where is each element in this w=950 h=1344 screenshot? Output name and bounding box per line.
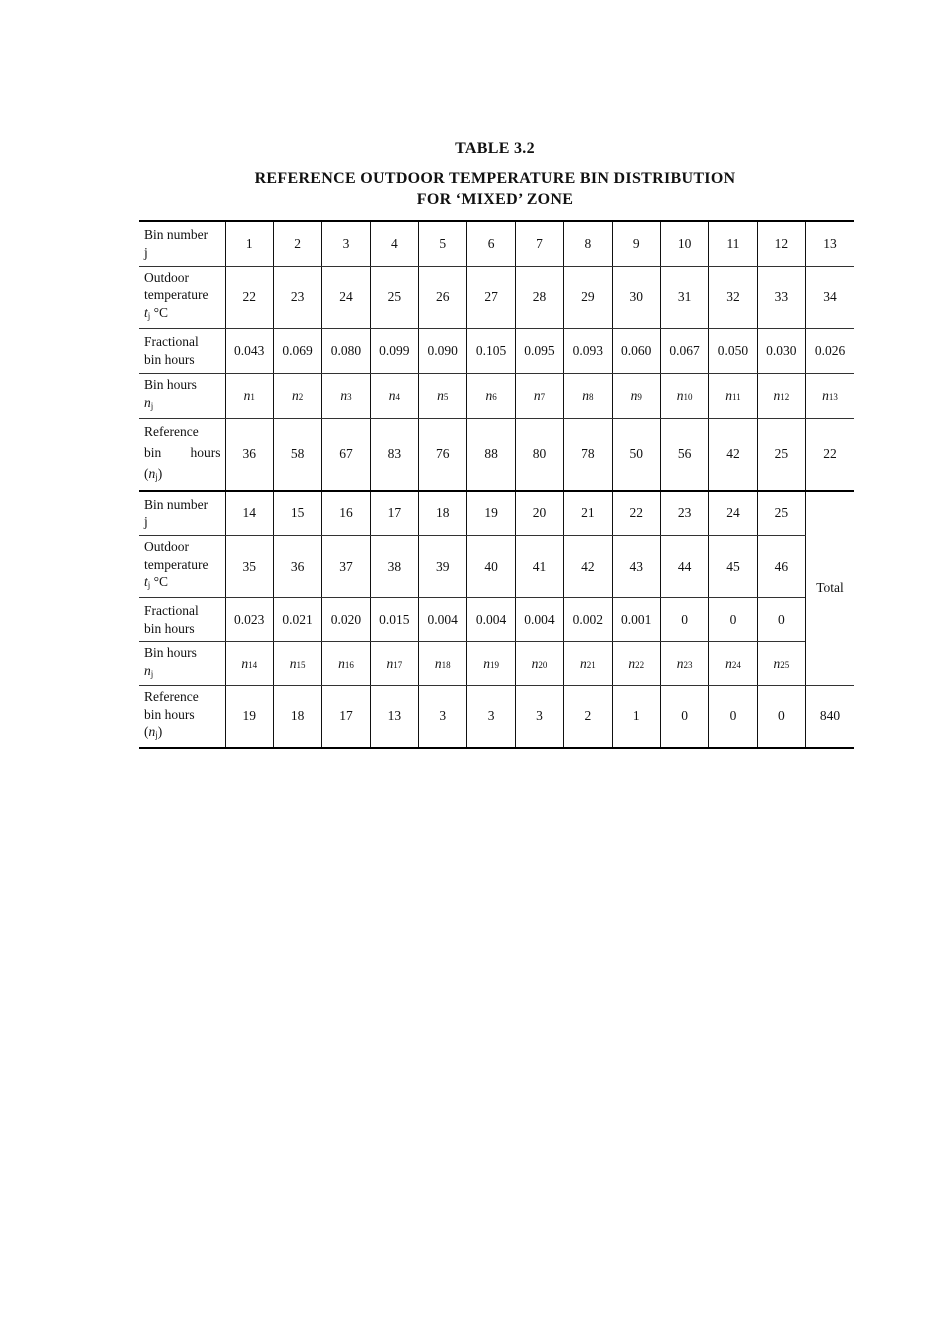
- fractional-bin-hours-cell: 0.026: [806, 328, 855, 373]
- outdoor-temperature-cell: 38: [370, 536, 418, 598]
- bin-number-cell: 22: [612, 491, 660, 536]
- bin-number-cell: 10: [660, 221, 708, 266]
- outdoor-temperature-cell: 34: [806, 266, 855, 328]
- bin-hours-symbol-cell: n10: [660, 373, 708, 418]
- reference-bin-hours-cell: 36: [225, 418, 273, 491]
- reference-bin-hours-cell: 56: [660, 418, 708, 491]
- reference-bin-hours-label: Reference bin hours $(n_j)$: [139, 418, 225, 491]
- outdoor-temperature-cell: 28: [515, 266, 563, 328]
- fractional-bin-hours-cell: 0.050: [709, 328, 757, 373]
- fractional-bin-hours-label: Fractional bin hours: [139, 328, 225, 373]
- bin-hours-symbol-cell: n14: [225, 642, 273, 686]
- fractional-bin-hours-cell: 0.015: [370, 598, 418, 642]
- fractional-bin-hours-cell: 0.023: [225, 598, 273, 642]
- fractional-bin-hours-cell: 0.090: [419, 328, 467, 373]
- reference-bin-hours-cell: 83: [370, 418, 418, 491]
- bin-hours-label: Bin hours $n_j$: [139, 642, 225, 686]
- bin-distribution-table: [139, 220, 854, 749]
- table-title-line-1: REFERENCE OUTDOOR TEMPERATURE BIN DISTRIBUTION: [254, 170, 736, 187]
- fractional-bin-hours-cell: 0.069: [273, 328, 321, 373]
- bin-number-cell: 23: [660, 491, 708, 536]
- outdoor-temperature-cell: 31: [660, 266, 708, 328]
- block1-bin-hours-row: [139, 373, 854, 418]
- bin-number-cell: 1: [225, 221, 273, 266]
- outdoor-temperature-cell: 45: [709, 536, 757, 598]
- reference-bin-hours-cell: 17: [322, 686, 370, 748]
- outdoor-temperature-cell: 43: [612, 536, 660, 598]
- bin-number-cell: 21: [564, 491, 612, 536]
- block2-reference-row: [139, 686, 854, 748]
- outdoor-temperature-cell: 29: [564, 266, 612, 328]
- bin-hours-symbol-cell: n18: [419, 642, 467, 686]
- outdoor-temperature-cell: 44: [660, 536, 708, 598]
- bin-number-cell: 16: [322, 491, 370, 536]
- fractional-bin-hours-cell: 0.004: [419, 598, 467, 642]
- outdoor-temperature-cell: 35: [225, 536, 273, 598]
- fractional-bin-hours-cell: 0.021: [273, 598, 321, 642]
- bin-hours-symbol-cell: n2: [273, 373, 321, 418]
- bin-number-cell: 11: [709, 221, 757, 266]
- bin-hours-symbol-cell: n5: [419, 373, 467, 418]
- reference-bin-hours-cell: 3: [515, 686, 563, 748]
- reference-bin-hours-cell: 80: [515, 418, 563, 491]
- reference-bin-hours-cell: 13: [370, 686, 418, 748]
- bin-hours-symbol-cell: n23: [660, 642, 708, 686]
- bin-hours-symbol-cell: n1: [225, 373, 273, 418]
- total-reference-bin-hours-cell: 840: [806, 686, 855, 748]
- bin-number-label: Bin number j: [139, 491, 225, 536]
- bin-number-cell: 18: [419, 491, 467, 536]
- table-number: TABLE 3.2: [455, 140, 535, 157]
- bin-hours-symbol-cell: n4: [370, 373, 418, 418]
- reference-bin-hours-cell: 58: [273, 418, 321, 491]
- reference-bin-hours-cell: 18: [273, 686, 321, 748]
- bin-hours-symbol-cell: n15: [273, 642, 321, 686]
- bin-hours-symbol-cell: n8: [564, 373, 612, 418]
- outdoor-temperature-cell: 25: [370, 266, 418, 328]
- outdoor-temperature-cell: 22: [225, 266, 273, 328]
- bin-number-cell: 13: [806, 221, 855, 266]
- outdoor-temperature-cell: 30: [612, 266, 660, 328]
- fractional-bin-hours-cell: 0.093: [564, 328, 612, 373]
- block1-bin-number-row: [139, 221, 854, 266]
- block2-bin-number-row: [139, 491, 854, 536]
- bin-hours-label: Bin hours $n_j$: [139, 373, 225, 418]
- reference-bin-hours-cell: 67: [322, 418, 370, 491]
- outdoor-temperature-cell: 24: [322, 266, 370, 328]
- bin-hours-symbol-cell: n19: [467, 642, 515, 686]
- outdoor-temperature-cell: 41: [515, 536, 563, 598]
- outdoor-temperature-cell: 39: [419, 536, 467, 598]
- bin-hours-symbol-cell: n22: [612, 642, 660, 686]
- bin-hours-symbol-cell: n16: [322, 642, 370, 686]
- reference-bin-hours-cell: 22: [806, 418, 855, 491]
- outdoor-temperature-label: Outdoor temperature $t_j$ °C: [139, 536, 225, 598]
- block2-fractional-row: [139, 598, 854, 642]
- fractional-bin-hours-cell: 0.001: [612, 598, 660, 642]
- reference-bin-hours-cell: 78: [564, 418, 612, 491]
- bin-number-cell: 20: [515, 491, 563, 536]
- fractional-bin-hours-cell: 0.004: [467, 598, 515, 642]
- block1-fractional-row: [139, 328, 854, 373]
- bin-number-cell: 12: [757, 221, 805, 266]
- outdoor-temperature-cell: 32: [709, 266, 757, 328]
- bin-hours-symbol-cell: n9: [612, 373, 660, 418]
- outdoor-temperature-cell: 36: [273, 536, 321, 598]
- fractional-bin-hours-cell: 0.067: [660, 328, 708, 373]
- block1-outdoor-temp-row: [139, 266, 854, 328]
- bin-number-cell: 4: [370, 221, 418, 266]
- reference-bin-hours-cell: 1: [612, 686, 660, 748]
- block1-reference-row: [139, 418, 854, 491]
- outdoor-temperature-cell: 42: [564, 536, 612, 598]
- bin-hours-symbol-cell: n21: [564, 642, 612, 686]
- reference-bin-hours-cell: 42: [709, 418, 757, 491]
- bin-hours-symbol-cell: n17: [370, 642, 418, 686]
- reference-bin-hours-cell: 50: [612, 418, 660, 491]
- block2-bin-hours-row: [139, 642, 854, 686]
- fractional-bin-hours-label: Fractional bin hours: [139, 598, 225, 642]
- fractional-bin-hours-cell: 0.105: [467, 328, 515, 373]
- bin-number-cell: 9: [612, 221, 660, 266]
- bin-hours-symbol-cell: n12: [757, 373, 805, 418]
- total-label: Total: [806, 491, 855, 686]
- bin-number-cell: 3: [322, 221, 370, 266]
- bin-number-cell: 15: [273, 491, 321, 536]
- fractional-bin-hours-cell: 0.095: [515, 328, 563, 373]
- bin-number-cell: 7: [515, 221, 563, 266]
- reference-bin-hours-cell: 19: [225, 686, 273, 748]
- reference-bin-hours-cell: 3: [467, 686, 515, 748]
- fractional-bin-hours-cell: 0.060: [612, 328, 660, 373]
- bin-number-cell: 14: [225, 491, 273, 536]
- reference-bin-hours-cell: 0: [660, 686, 708, 748]
- bin-hours-symbol-cell: n7: [515, 373, 563, 418]
- bin-number-cell: 2: [273, 221, 321, 266]
- fractional-bin-hours-cell: 0.080: [322, 328, 370, 373]
- outdoor-temperature-cell: 40: [467, 536, 515, 598]
- fractional-bin-hours-cell: 0.043: [225, 328, 273, 373]
- outdoor-temperature-cell: 33: [757, 266, 805, 328]
- outdoor-temperature-label: Outdoor temperature $t_j$ °C: [139, 266, 225, 328]
- bin-hours-symbol-cell: n6: [467, 373, 515, 418]
- reference-bin-hours-cell: 0: [709, 686, 757, 748]
- bin-number-cell: 17: [370, 491, 418, 536]
- fractional-bin-hours-cell: 0.004: [515, 598, 563, 642]
- fractional-bin-hours-cell: 0: [757, 598, 805, 642]
- bin-number-label: Bin number j: [139, 221, 225, 266]
- fractional-bin-hours-cell: 0.030: [757, 328, 805, 373]
- block2-outdoor-temp-row: [139, 536, 854, 598]
- fractional-bin-hours-cell: 0.020: [322, 598, 370, 642]
- fractional-bin-hours-cell: 0.002: [564, 598, 612, 642]
- fractional-bin-hours-cell: 0.099: [370, 328, 418, 373]
- bin-number-cell: 6: [467, 221, 515, 266]
- bin-hours-symbol-cell: n13: [806, 373, 855, 418]
- bin-number-cell: 19: [467, 491, 515, 536]
- outdoor-temperature-cell: 37: [322, 536, 370, 598]
- bin-hours-symbol-cell: n11: [709, 373, 757, 418]
- table-title-line-2: FOR ‘MIXED’ ZONE: [416, 191, 574, 208]
- outdoor-temperature-cell: 23: [273, 266, 321, 328]
- outdoor-temperature-cell: 27: [467, 266, 515, 328]
- reference-bin-hours-cell: 88: [467, 418, 515, 491]
- bin-number-cell: 25: [757, 491, 805, 536]
- reference-bin-hours-cell: 25: [757, 418, 805, 491]
- reference-bin-hours-cell: 2: [564, 686, 612, 748]
- bin-number-cell: 8: [564, 221, 612, 266]
- bin-hours-symbol-cell: n20: [515, 642, 563, 686]
- bin-number-cell: 5: [419, 221, 467, 266]
- bin-number-cell: 24: [709, 491, 757, 536]
- outdoor-temperature-cell: 26: [419, 266, 467, 328]
- bin-hours-symbol-cell: n3: [322, 373, 370, 418]
- reference-bin-hours-cell: 76: [419, 418, 467, 491]
- fractional-bin-hours-cell: 0: [709, 598, 757, 642]
- bin-hours-symbol-cell: n25: [757, 642, 805, 686]
- reference-bin-hours-cell: 0: [757, 686, 805, 748]
- outdoor-temperature-cell: 46: [757, 536, 805, 598]
- fractional-bin-hours-cell: 0: [660, 598, 708, 642]
- reference-bin-hours-label: Reference bin hours $(n_j)$: [139, 686, 225, 748]
- reference-bin-hours-cell: 3: [419, 686, 467, 748]
- bin-hours-symbol-cell: n24: [709, 642, 757, 686]
